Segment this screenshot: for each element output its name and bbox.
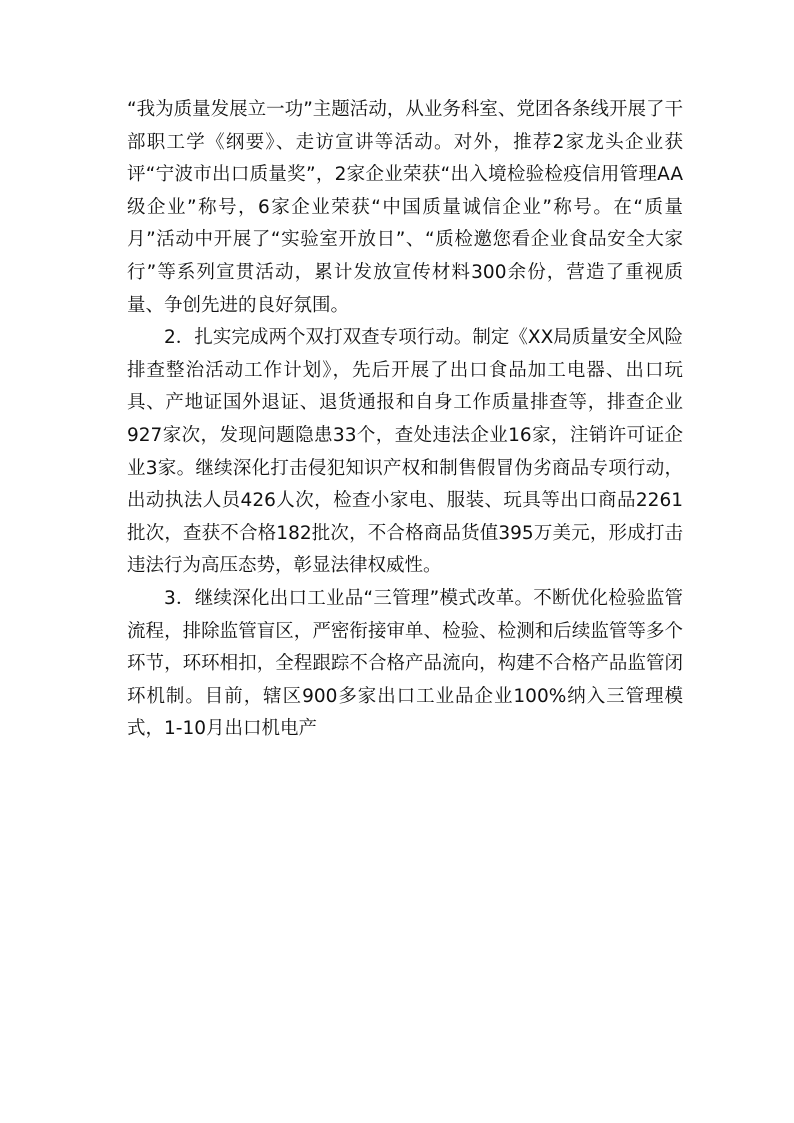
paragraph-quality-campaign: “我为质量发展立一功”主题活动，从业务科室、党团各条线开展了干部职工学《纲要》、走访宣讲等活动。对外，推荐2家龙头企业获评“宁波市出口质量奖”，2家企业荣获“出入境检验检疫信用管理AA级企业”称号，6家企业荣获“中国质量诚信企业”称号。在“质量月”活动中开展了“实验室开放日”、“质检邀您看企业食品安全大家行”等系列宣贯活动，累计发放宣传材料300余份，营造了重视质量、争创先进的良好氛围。 bbox=[127, 99, 683, 316]
document-page bbox=[127, 94, 683, 746]
paragraph-double-inspection: 2．扎实完成两个双打双查专项行动。制定《XX局质量安全风险排查整治活动工作计划》，先后开展了出口食品加工电器、出口玩具、产地证国外退证、退货通报和自身工作质量排查等，排查企业927家次，发现问题隐患33个，查处违法企业16家，注销许可证企业3家。继续深化打击侵犯知识产权和制售假冒伪劣商品专项行动，出动执法人员426人次，检查小家电、服装、玩具等出口商品2261批次，查获不合格182批次，不合格商品货值395万美元，形成打击违法行为高压态势，彰显法律权威性。 bbox=[127, 327, 683, 577]
paragraph-three-management: 3．继续深化出口工业品“三管理”模式改革。不断优化检验监管流程，排除监管盲区，严密衔接审单、检验、检测和后续监管等多个环节，环环相扣，全程跟踪不合格产品流向，构建不合格产品监管闭环机制。目前，辖区900多家出口工业品企业100%纳入三管理模式，1-10月出口机电产 bbox=[127, 587, 683, 740]
